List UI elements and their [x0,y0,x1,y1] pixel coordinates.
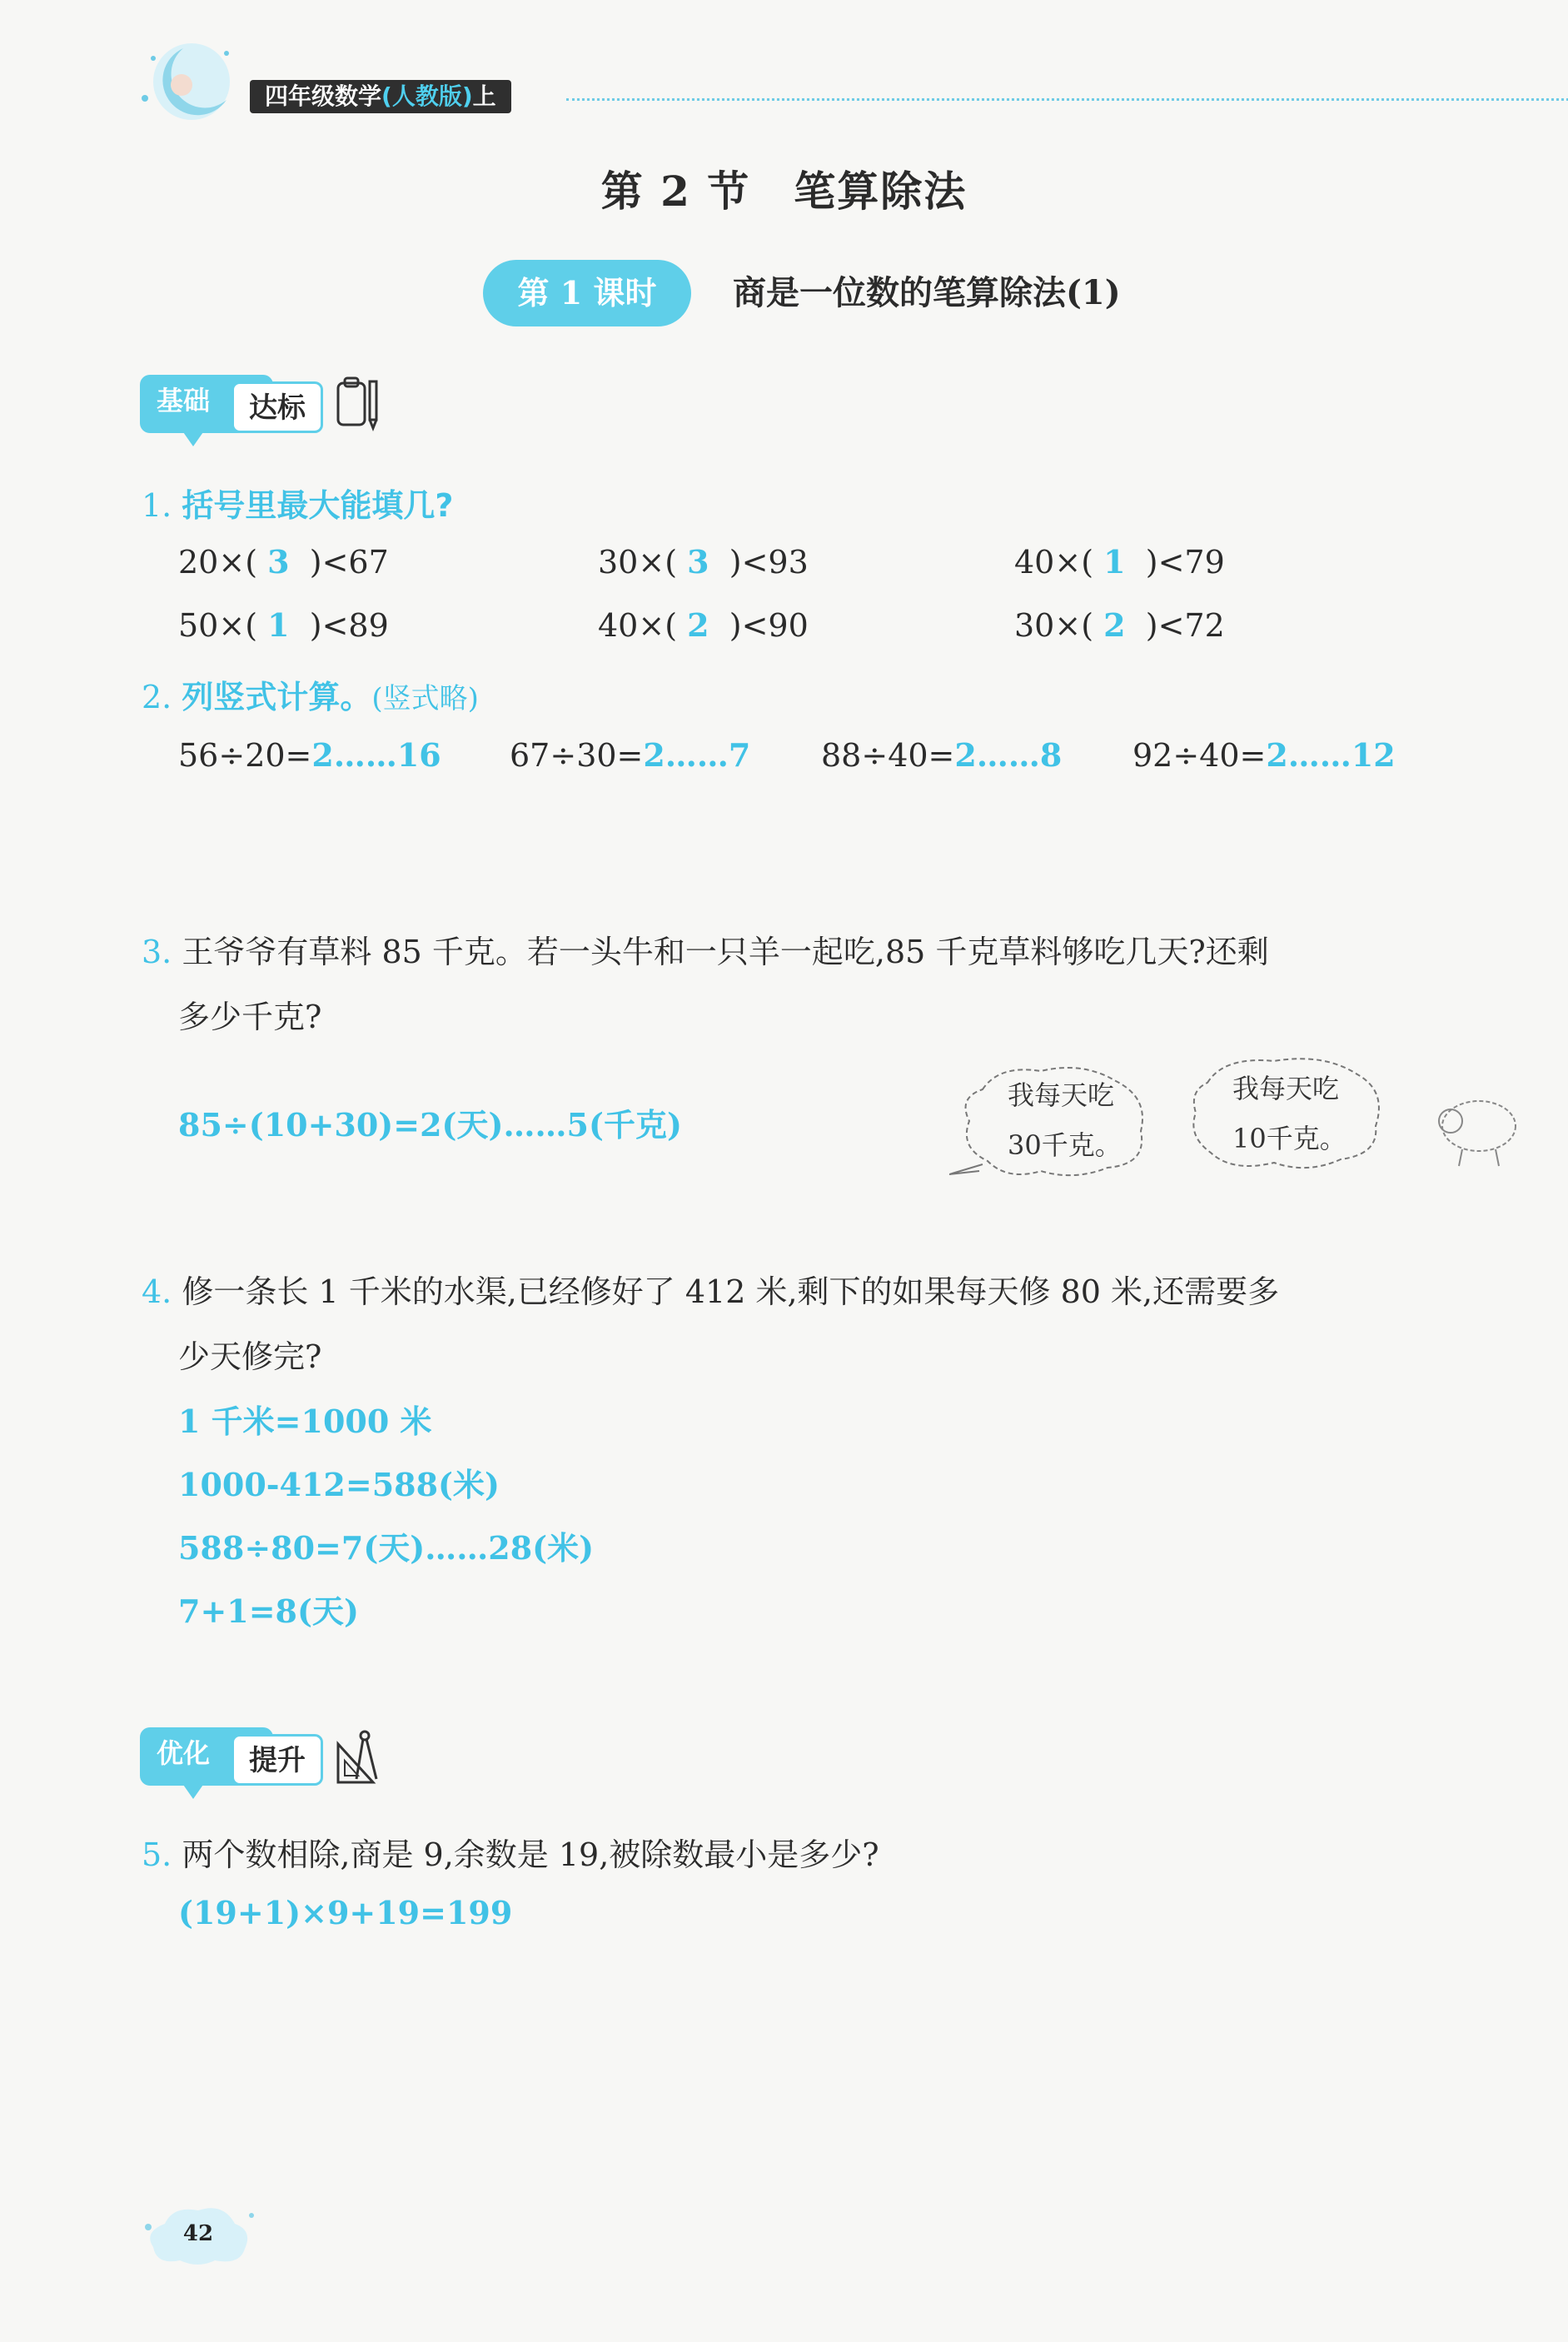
book-title: 四年级数学 [265,82,382,110]
page-number: 42 [182,2221,214,2246]
q1-title: 括号里最大能填几? [182,487,454,524]
lesson-title: 商是一位数的笔算除法(1) [733,273,1121,312]
header [133,80,1516,113]
q1-item-6-pre: 30×( [1014,607,1094,644]
cow-speech-bubble [949,1056,1157,1189]
q4-text-1: 修一条长 1 千米的水渠,已经修好了 412 米,剩下的如果每天修 80 米,还需要多 [182,1273,1280,1310]
clipboard-pencil-icon [333,371,383,438]
q4-line-2: 少天修完? [178,1338,322,1375]
q5-number: 5. [142,1836,172,1873]
q1-item-5-pre: 40×( [598,607,678,644]
q1-item-3-answer: 1 [1103,543,1126,581]
q1-item-2-answer: 3 [687,543,709,581]
q1-item-6 [1014,606,1225,644]
advanced-tag-left: 优化 [140,1727,273,1786]
q1-item-1-post: )<67 [309,544,389,581]
q1-item-6-answer: 2 [1103,606,1126,644]
q2-item-4 [1132,736,1396,774]
q4-answer-3: 588÷80=7(天)……28(米) [178,1529,595,1567]
advanced-tag-right: 提升 [231,1734,323,1786]
q1-item-1-answer: 3 [267,543,290,581]
q2-note: (竖式略) [371,682,479,715]
basic-tag-left: 基础 [140,375,273,433]
q2-item-2 [510,736,750,774]
q1-item-4-post: )<89 [309,607,389,644]
q3-text-1: 王爷爷有草料 85 千克。若一头牛和一只羊一起吃,85 千克草料够吃几天?还剩 [182,934,1269,970]
lesson-badge: 第 1 课时 [483,260,691,326]
section-title: 第 2 节 笔算除法 [600,167,968,216]
q1-item-5-answer: 2 [687,606,709,644]
q5-text-1: 两个数相除,商是 9,余数是 19,被除数最小是多少? [182,1836,879,1873]
q5-answer: (19+1)×9+19=199 [178,1894,513,1931]
bubble-2-line-1: 我每天吃 [1232,1073,1340,1104]
q1-item-5-post: )<90 [729,607,809,644]
bubble-1-line-1: 我每天吃 [1008,1079,1115,1111]
q3-line-2: 多少千克? [178,999,322,1035]
q1-item-1 [178,543,389,581]
q2-item-4-expr: 92÷40= [1132,737,1267,774]
q2-item-1-answer: 2……16 [311,736,441,774]
q1-item-4-answer: 1 [267,606,290,644]
q5-line-1 [142,1829,879,1875]
bubble-2-line-2: 10千克。 [1232,1123,1346,1154]
q1-item-5 [598,606,809,644]
volume: 上 [472,82,496,110]
q1-item-4-pre: 50×( [178,607,258,644]
basic-tag-tail [182,430,205,446]
q3-number: 3. [142,934,172,970]
sheep-speech-bubble [1182,1049,1391,1183]
q2-item-1 [178,736,441,774]
q1-item-3-pre: 40×( [1014,544,1094,581]
q2-item-2-expr: 67÷30= [510,737,644,774]
q1-item-2 [598,543,809,581]
advanced-tag [140,1719,390,1802]
q2-number: 2. [142,679,172,715]
q3-line-1 [142,926,1269,972]
q1-item-3-post: )<79 [1145,544,1225,581]
q2-item-3-answer: 2……8 [954,736,1063,774]
q2-item-1-expr: 56÷20= [178,737,312,774]
q4-line-1 [142,1266,1279,1312]
basic-tag-right: 达标 [231,381,323,433]
q2-item-4-answer: 2……12 [1266,736,1396,774]
q4-answer-2: 1000-412=588(米) [178,1466,500,1503]
q1-item-1-pre: 20×( [178,544,258,581]
q1-item-4 [178,606,389,644]
advanced-tag-tail [182,1782,205,1799]
q4-answer-4: 7+1=8(天) [178,1592,359,1630]
q1-number: 1. [142,487,172,524]
q4-number: 4. [142,1273,172,1310]
q1-heading [142,480,453,526]
q2-item-3-expr: 88÷40= [821,737,955,774]
q2-title: 列竖式计算。 [182,679,372,715]
q2-heading [142,671,479,717]
bubble-1-line-2: 30千克。 [1008,1129,1122,1161]
ruler-compass-icon [333,1724,383,1791]
q1-item-3 [1014,543,1225,581]
book-title-box [250,80,511,113]
q2-item-3 [821,736,1062,774]
q4-answer-1: 1 千米=1000 米 [178,1403,432,1440]
q1-item-2-post: )<93 [729,544,809,581]
sheep-illustration-icon [1429,1083,1529,1174]
basic-tag [140,366,390,450]
q1-item-6-post: )<72 [1145,607,1225,644]
edition: (人教版) [381,82,473,110]
q2-item-2-answer: 2……7 [643,736,751,774]
header-dotted-rule [566,98,1568,101]
q1-item-2-pre: 30×( [598,544,678,581]
q3-answer: 85÷(10+30)=2(天)……5(千克) [178,1106,682,1144]
